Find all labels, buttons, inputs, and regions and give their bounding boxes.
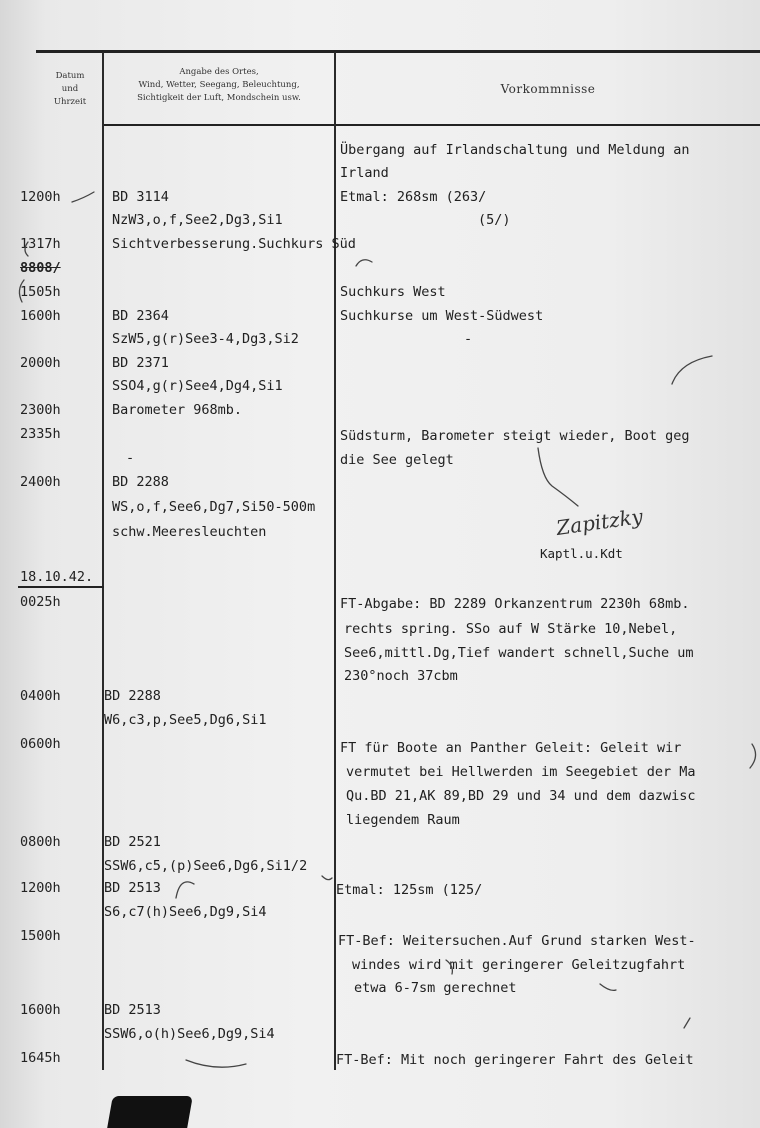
position-line: BD 2513 bbox=[104, 880, 161, 896]
header-location-weather: Angabe des Ortes, Wind, Wetter, Seegang, Beleuchtung, Sichtigkeit der Luft, Mondschein usw. bbox=[137, 67, 301, 103]
pencil-stroke bbox=[446, 960, 452, 974]
thumb-shadow bbox=[107, 1096, 193, 1128]
entry-time: 0025h bbox=[20, 594, 61, 610]
entry-time: 1200h bbox=[20, 880, 61, 896]
event-line: Etmal: 268sm (263/ bbox=[340, 189, 487, 205]
entry-time: 0600h bbox=[20, 736, 61, 752]
event-line: etwa 6-7sm gerechnet bbox=[354, 980, 517, 996]
entry-time: 1645h bbox=[20, 1050, 61, 1066]
event-line: Übergang auf Irlandschaltung und Meldung an bbox=[340, 142, 690, 158]
entry-time: 0400h bbox=[20, 688, 61, 704]
event-line: (5/) bbox=[478, 212, 511, 228]
crossed-out-time: 8808/ bbox=[20, 260, 61, 276]
event-line: Etmal: 125sm (125/ bbox=[336, 882, 483, 898]
remark-line: Sichtverbesserung.Suchkurs Süd bbox=[112, 236, 356, 252]
event-line: windes wird mit geringerer Geleitzugfahrt bbox=[352, 957, 686, 973]
position-line: BD 2513 bbox=[104, 1002, 161, 1018]
weather-line: WS,o,f,See6,Dg7,Si50-500m bbox=[112, 499, 316, 515]
weather-line: SzW5,g(r)See3-4,Dg3,Si2 bbox=[112, 331, 299, 347]
entry-time: 1600h bbox=[20, 1002, 61, 1018]
entry-time: 0800h bbox=[20, 834, 61, 850]
pencil-stroke bbox=[600, 984, 616, 990]
event-line: vermutet bei Hellwerden im Seegebiet der Ma bbox=[346, 764, 696, 780]
position-line: BD 2364 bbox=[112, 308, 169, 324]
remark-line: Barometer 968mb. bbox=[112, 402, 243, 418]
position-line: BD 3114 bbox=[112, 189, 169, 205]
event-line: Qu.BD 21,AK 89,BD 29 und 34 und dem dazwisc bbox=[346, 788, 696, 804]
tick-mark bbox=[25, 242, 28, 256]
header-events: Vorkommnisse bbox=[500, 82, 596, 96]
event-line: Südsturm, Barometer steigt wieder, Boot geg bbox=[340, 428, 690, 444]
event-line: See6,mittl.Dg,Tief wandert schnell,Suche um bbox=[344, 645, 694, 661]
entry-time: 2000h bbox=[20, 355, 61, 371]
arc-mark bbox=[672, 356, 712, 384]
entry-time: 2335h bbox=[20, 426, 61, 442]
event-line: FT-Bef: Mit noch geringerer Fahrt des Geleit bbox=[336, 1052, 694, 1068]
header-date-time: Datum und Uhrzeit bbox=[53, 71, 87, 107]
entry-time: 1317h bbox=[20, 236, 61, 252]
position-line: BD 2371 bbox=[112, 355, 169, 371]
bracket-mark bbox=[19, 280, 24, 302]
entry-time: 1200h bbox=[20, 189, 61, 205]
bracket-mark bbox=[750, 744, 756, 768]
tick-mark bbox=[322, 876, 332, 880]
wave-mark bbox=[356, 260, 372, 266]
event-line: rechts spring. SSo auf W Stärke 10,Nebel, bbox=[344, 621, 678, 637]
remark-line: schw.Meeresleuchten bbox=[112, 524, 267, 540]
event-line: FT für Boote an Panther Geleit: Geleit wir bbox=[340, 740, 682, 756]
signature-title: Kaptl.u.Kdt bbox=[540, 546, 623, 561]
entry-time: 2300h bbox=[20, 402, 61, 418]
position-line: BD 2288 bbox=[112, 474, 169, 490]
location-dash: - bbox=[126, 450, 135, 466]
handwritten-signature: Zapitzky bbox=[554, 504, 645, 540]
weather-line: S6,c7(h)See6,Dg9,Si4 bbox=[104, 904, 267, 920]
weather-line: SSO4,g(r)See4,Dg4,Si1 bbox=[112, 378, 283, 394]
event-line: Suchkurse um West-Südwest bbox=[340, 308, 544, 324]
wave-mark bbox=[186, 1060, 246, 1067]
event-line: liegendem Raum bbox=[346, 812, 460, 828]
weather-line: SSW6,c5,(p)See6,Dg6,Si1/2 bbox=[104, 858, 308, 874]
position-line: BD 2521 bbox=[104, 834, 161, 850]
event-line: FT-Bef: Weitersuchen.Auf Grund starken West- bbox=[338, 933, 696, 949]
entry-time: 2400h bbox=[20, 474, 61, 490]
tick-mark bbox=[72, 192, 94, 202]
weather-line: NzW3,o,f,See2,Dg3,Si1 bbox=[112, 212, 283, 228]
pencil-stroke bbox=[538, 448, 578, 506]
event-line: 230°noch 37cbm bbox=[344, 668, 458, 684]
event-line: Irland bbox=[340, 165, 389, 181]
event-dash: - bbox=[464, 331, 473, 347]
wave-mark bbox=[176, 882, 194, 898]
entry-time: 1505h bbox=[20, 284, 61, 300]
position-line: BD 2288 bbox=[104, 688, 161, 704]
date-label: 18.10.42. bbox=[20, 569, 94, 585]
tick-mark bbox=[684, 1018, 690, 1028]
event-line: FT-Abgabe: BD 2289 Orkanzentrum 2230h 68mb. bbox=[340, 596, 690, 612]
event-line: die See gelegt bbox=[340, 452, 454, 468]
entry-time: 1500h bbox=[20, 928, 61, 944]
entry-time: 1600h bbox=[20, 308, 61, 324]
event-line: Suchkurs West bbox=[340, 284, 446, 300]
weather-line: W6,c3,p,See5,Dg6,Si1 bbox=[104, 712, 267, 728]
weather-line: SSW6,o(h)See6,Dg9,Si4 bbox=[104, 1026, 275, 1042]
